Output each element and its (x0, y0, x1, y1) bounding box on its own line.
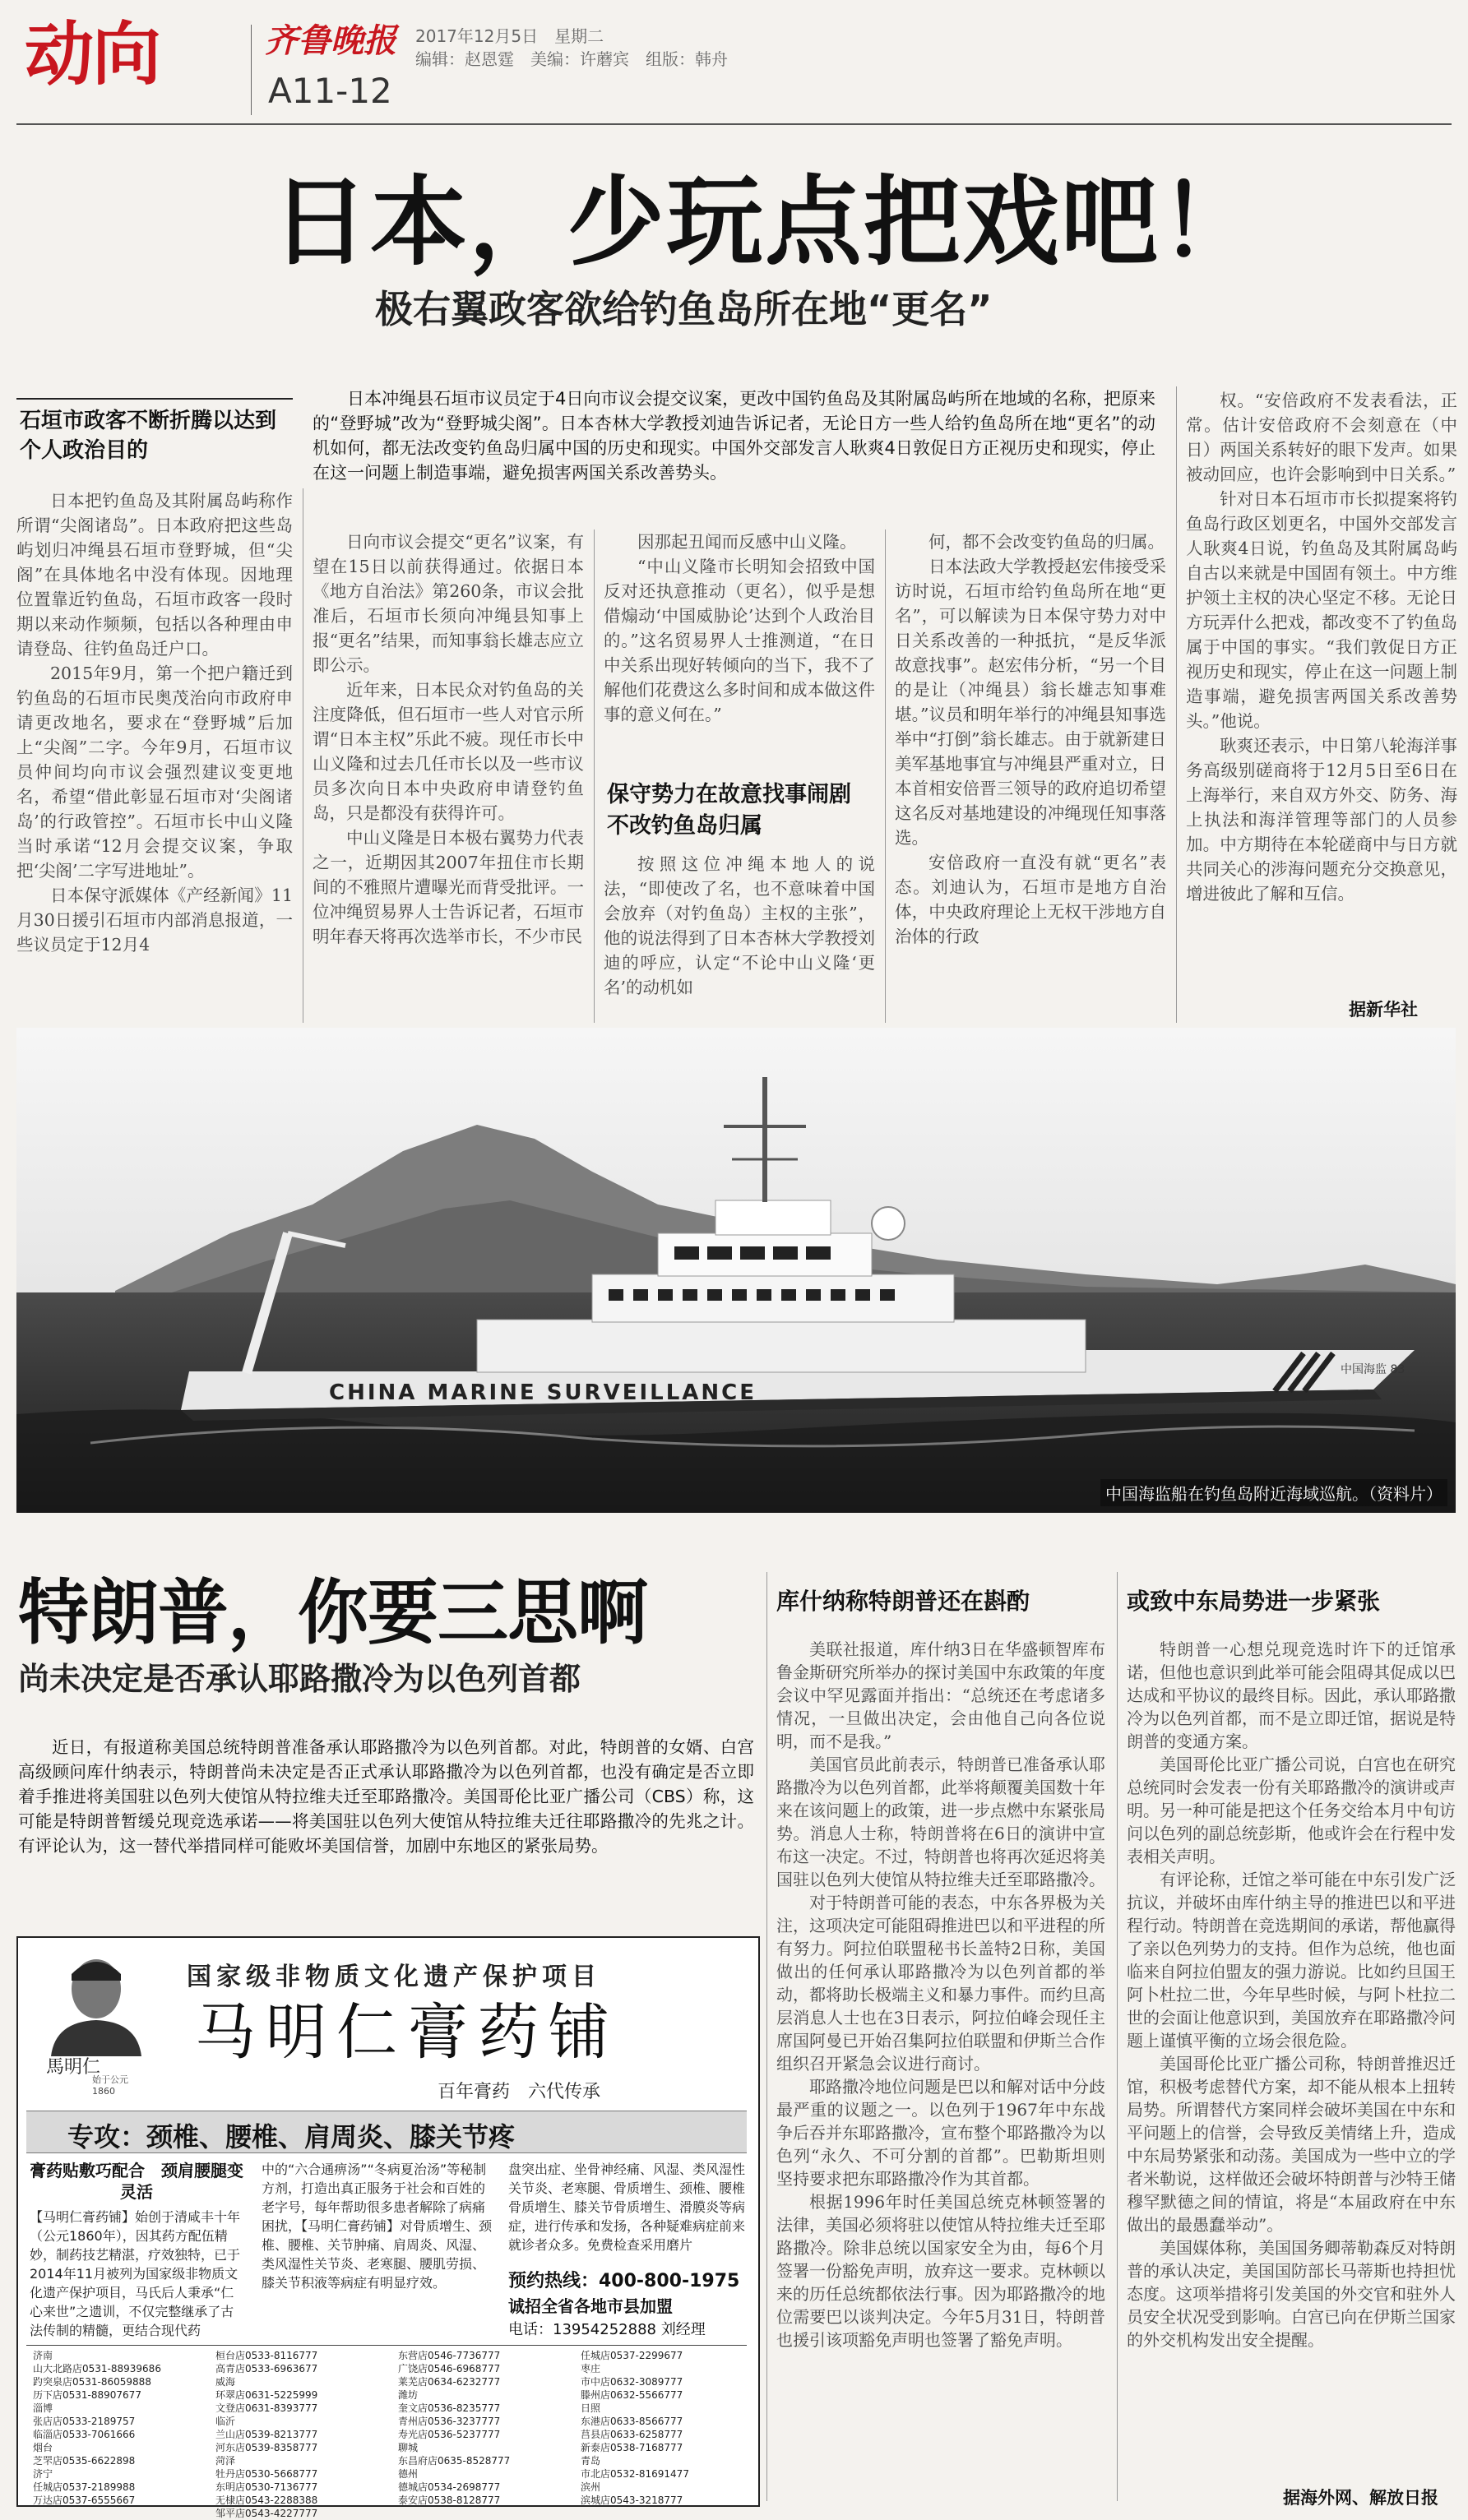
story1-col3-subhead: 保守势力在故意找事闹剧不改钓鱼岛归属 (607, 782, 851, 839)
page-numbers: A11-12 (268, 71, 392, 111)
ad-tagline: 百年膏药 六代传承 (438, 2082, 601, 2102)
story2-source: 据海外网、解放日报 (1283, 2488, 1438, 2508)
story1-col3b: 按照这位冲绳本地人的说法，“即使改了名，也不意味着中国会放弃（对钓鱼岛）主权的主张”，他的说法得到了日本杏林大学教授刘迪的呼应，认定“不论中山义隆‘更名’的动机如 (604, 854, 875, 997)
story1-lead: 日本冲绳县石垣市议员定于4日向市议会提交议案，更改中国钓鱼岛及其附属岛屿所在地域的名称，把原来的“登野城”改为“登野城尖阁”。日本杏林大学教授刘迪告诉记者，无论日方一些人给钓鱼岛所在地“更名”的动机如何，都无法改变钓鱼岛归属中国的历史和现实。中国外交部发言人耿爽4日敦促日方正视历史和现实，停止在这一问题上制造事端，避免损害两国关系改善势头。 (313, 389, 1155, 483)
story2-lead: 近日，有报道称美国总统特朗普准备承认耶路撒冷为以色列首都。对此，特朗普的女婿、白宫高级顾问库什纳表示，特朗普尚未决定是否正式承认耶路撒冷为以色列首都，也没有确定是否立即着手推进将美国驻以色列大使馆从特拉维夫迁至耶路撒冷。美国哥伦比亚广播公司（CBS）称，这可能是特朗普暂缓兑现竞选承诺——将美国驻以色列大使馆从特拉维夫迁往耶路撒冷的先兆之计。有评论认为，这一替代举措同样可能败坏美国信誉，加剧中东地区的紧张局势。 (18, 1737, 754, 1856)
ad-store-rule (26, 2345, 747, 2346)
ad-stores-b: 桓台店0533-8116777 高青店0533-6963677 威海 环翠店0631-5225999 文登店0631-8393777 临沂 兰山店0539-8213777 河东店0539-8358777 菏泽 牡丹店0530-5668777 东明店0530-7136777 无棣店0543-2288388 邹平店0543-4227777 (215, 2350, 318, 2519)
masthead-divider (251, 25, 252, 115)
date-line: 2017年12月5日 星期二 (415, 26, 604, 46)
story2-headline: 特朗普，你要三思啊 (18, 1572, 647, 1654)
story2-subheadline: 尚未决定是否承认耶路撒冷为以色列首都 (18, 1661, 581, 1697)
ship-hull-text: CHINA MARINE SURVEILLANCE (329, 1380, 757, 1405)
story1-col3: 因那起丑闻而反感中山义隆。 “中山义隆市长明知会招致中国反对还执意推动（更名），似乎是想借煽动‘中国威胁论’达到个人政治目的。”这名贸易界人士推测道，“在日中关系出现好转倾向的当下，我不了解他们花费这么多时间和成本做这件事的意义何在。” (604, 532, 875, 724)
story1-sidebar-head: 石垣市政客不断折腾以达到个人政治目的 (20, 409, 277, 463)
ship-photo (16, 1028, 1456, 1513)
story2-sub-a: 库什纳称特朗普还在斟酌 (776, 1588, 1030, 1615)
story2-sub-b: 或致中东局势进一步紧张 (1127, 1588, 1381, 1615)
portrait-years: 始于公元1860 (92, 2074, 128, 2097)
col-divider (1117, 1572, 1118, 2501)
col-divider (885, 529, 886, 1023)
ad-join: 诚招全省各地市县加盟 (508, 2296, 673, 2316)
staff-line: 编辑：赵恩霆 美编：许蘑宾 组版：韩舟 (415, 49, 728, 69)
col-divider (766, 1572, 767, 2501)
story1-col1: 日本把钓鱼岛及其附属岛屿称作所谓“尖阁诸岛”。日本政府把这些岛屿划归冲绳县石垣市登野城，但“尖阁”在具体地名中没有体现。因地理位置靠近钓鱼岛，石垣市政客一段时期以来动作频频，包括以各种理由申请登岛、往钓鱼岛迁户口。 2015年9月，第一个把户籍迁到钓鱼岛的石垣市民奥茂治向市政府申请更改地名，要求在“登野城”后加上“尖阁”二字。今年9月，石垣市议员仲间均向市议会强烈建议变更地名，希望“借此彰显石垣市对‘尖阁诸岛’的行政管控”。石垣市长中山义隆当时承诺“12月会提交议案，争取把‘尖阁’二字写进地址”。 日本保守派媒体《产经新闻》11月30日援引石垣市内部消息报道，一些议员定于12月4 (16, 491, 293, 955)
ship-photo-illustration (16, 1028, 1456, 1513)
ad-sub-title: 膏药贴敷巧配合 颈肩腰腿变灵活 (30, 2161, 243, 2202)
ad-join-phone: 电话：13954252888 刘经理 (508, 2321, 706, 2338)
ad-specialty-bar (26, 2111, 747, 2153)
ad-stores-a: 济南 山大北路店0531-88939686 趵突泉店0531-86059888 历下店0531-88907677 淄博 张店店0533-2189757 临淄店0533-7061666 烟台 芝罘店0535-6622898 济宁 任城店0537-2189988 万达店0537-6555667 (33, 2350, 161, 2506)
paper-logo: 齐鲁晚报 (265, 21, 396, 60)
story2-col-b: 特朗普一心想兑现竞选时许下的迁馆承诺，但他也意识到此举可能会阻碍其促成以巴达成和平协议的最终目标。因此，承认耶路撒冷为以色列首都，而不是立即迁馆，据说是特朗普的变通方案。 美国哥伦比亚广播公司说，白宫也在研究总统同时会发表一份有关耶路撒冷的演讲或声明。另一种可能是把这个任务交给本月中旬访问以色列的副总统彭斯，他或许会在行程中发表相关声明。 有评论称，迁馆之举可能在中东引发广泛抗议，并破坏由库什纳主导的推进巴以和平进程行动。特朗普在竞选期间的承诺，帮他赢得了亲以色列势力的支持。但作为总统，他也面临来自阿拉伯盟友的强力游说。比如约旦国王阿卜杜拉二世，今年早些时候，与阿卜杜拉二世的会面让他意识到，美国放弃在耶路撒冷问题上谨慎平衡的立场会很危险。 美国哥伦比亚广播公司称，特朗普推迟迁馆，积极考虑替代方案，却不能从根本上扭转局势。所谓替代方案同样会破坏美国在中东和平问题上的信誉，会导致反美情绪上升，造成中东局势紧张和动荡。美国成为一些中立的学者米勒说，这样做还会破坏特朗普与沙特王储穆罕默德之间的情谊，将是“本届政府在中东做出的最愚蠢举动”。 美国媒体称，美国国务卿蒂勒森反对特朗普的承认决定，美国国防部长马蒂斯也持担忧态度。这项举措将引发美国的外交官和驻外人员安全状况受到影响。白宫已向在伊斯兰国家的外交机构发出安全提醒。 (1127, 1639, 1456, 2350)
ad-top-line: 国家级非物质文化遗产保护项目 (187, 1963, 601, 1991)
ad-body-3: 盘突出症、坐骨神经痛、风湿、类风湿性关节炎、老寒腿、骨质增生、颈椎、腰椎骨质增生、膝关节骨质增生、滑膜炎等病症，进行传承和发扬，各种疑难病症前来就诊者众多。免费检查采用磨片 (508, 2162, 746, 2253)
story1-col2: 日向市议会提交“更名”议案，有望在15日以前获得通过。依据日本《地方自治法》第260条，市议会批准后，石垣市长须向冲绳县知事上报“更名”结果，而知事翁长雄志应立即公示。 近年来，日本民众对钓鱼岛的关注度降低，但石垣市一些人对官示所谓“日本主权”乐此不疲。现任市长中山义隆和过去几任市长以及一些市议员多次向日本中央政府申请登钓鱼岛，只是都没有获得许可。 中山义隆是日本极右翼势力代表之一，近期因其2007年扭住市长期间的不雅照片遭曝光而背受批评。一位冲绳贸易界人士告诉记者，石垣市明年春天将再次选举市长，不少市民 (313, 532, 584, 946)
story1-source: 据新华社 (1349, 1000, 1418, 1020)
col-divider (594, 529, 595, 1023)
section-title: 动向 (25, 14, 160, 95)
story1-col4: 何，都不会改变钓鱼岛的归属。 日本法政大学教授赵宏伟接受采访时说，石垣市给钓鱼岛所在地“更名”，可以解读为日本保守势力对中日关系改善的一种抵抗，“是反华派故意找事”。赵宏伟分析，“另一个目的是让（冲绳县）翁长雄志知事难堪。”议员和明年举行的冲绳县知事选举中“打倒”翁长雄志。由于就新建日美军基地事宜与冲绳县严重对立，日本首相安倍晋三领导的政府追切希望这名反对基地建设的冲绳现任知事落选。 安倍政府一直没有就“更名”表态。刘迪认为，石垣市是地方自治体，中央政府理论上无权干涉地方自治体的行政 (895, 532, 1166, 946)
story1-headline: 日本，少玩点把戏吧！ (271, 164, 1259, 279)
ad-stores-c: 东营店0546-7736777 广饶店0546-6968777 莱芜店0634-6232777 潍坊 奎文店0536-8235777 青州店0536-3237777 寿光店0536-5237777 聊城 东昌府店0635-8528777 德州 德城店0534-2698777 泰安店0538-8128777 (398, 2350, 511, 2506)
ad-portrait (43, 1949, 150, 2097)
col-divider (1176, 386, 1177, 1023)
ad-specialty: 专攻：颈椎、腰椎、肩周炎、膝关节疼 (67, 2121, 516, 2152)
story1-col5: 权。“安倍政府不发表看法，正常。估计安倍政府不会刻意在（中日）两国关系转好的眼下发声。如果被动回应，也许会影响到中日关系。” 针对日本石垣市市长拟提案将钓鱼岛行政区划更名，中国外交部发言人耿爽4日说，钓鱼岛及其附属岛屿自古以来就是中国固有领土。中方维护领土主权的决心坚定不移。无论日方玩弄什么把戏，都改变不了钓鱼岛属于中国的事实。“我们敦促日方正视历史和现实，停止在这一问题上制造事端，避免损害两国关系改善势头。”他说。 耿爽还表示，中日第八轮海洋事务高级别磋商将于12月5日至6日在上海举行，来自双方外交、防务、海上执法和海洋管理等部门的人员参加。中方期待在本轮磋商中与日方就共同关心的涉海问题充分交换意见，增进彼此了解和互信。 (1186, 391, 1457, 904)
sidebar-top-rule (16, 398, 293, 400)
founder-portrait-icon (43, 1949, 150, 2056)
ad-body-2: 中的“六合通痹汤”“冬病夏治汤”等秘制方剂，打造出真正服务于社会和百姓的老字号，每年帮助很多患者解除了病痛困扰，【马明仁膏药铺】对骨质增生、颈椎、腰椎、关节肿痛、肩周炎、风湿、类风湿性关节炎、老寒腿、腰肌劳损、膝关节积液等病症有明显疗效。 (262, 2162, 493, 2291)
ad-stores-d: 任城店0537-2299677 枣庄 市中店0632-3089777 滕州店0632-5566777 日照 东港店0633-8566777 莒县店0633-6258777 新泰店0538-7168777 青岛 市北店0532-81691477 滨州 滨城店0543-3218777 (581, 2350, 689, 2506)
story2-col-a: 美联社报道，库什纳3日在华盛顿智库布鲁金斯研究所举办的探讨美国中东政策的年度会议中罕见露面并指出：“总统还在考虑诸多情况，一旦做出决定，会由他自己向各位说明，而不是我。” 美国官员此前表示，特朗普已准备承认耶路撒冷为以色列首都，此举将颠覆美国数十年来在该问题上的政策，进一步点燃中东紧张局势。消息人士称，特朗普将在6日的演讲中宣布这一决定。不过，特朗普也将再次延迟将美国驻以色列大使馆从特拉维夫迁至耶路撒冷。 对于特朗普可能的表态，中东各界极为关注，这项决定可能阻碍推进巴以和平进程的所有努力。阿拉伯联盟秘书长盖特2日称，美国做出的任何承认耶路撒冷为以色列首都的举动，都将助长极端主义和暴力事件。而约旦高层消息人士也在3日表示，阿拉伯峰会现任主席国阿曼已开始召集阿拉伯联盟和伊斯兰合作组织召开紧急会议进行商讨。 耶路撒冷地位问题是巴以和解对话中分歧最严重的议题之一。以色列于1967年中东战争后吞并东耶路撒冷，宣布整个耶路撒冷为以色列“永久、不可分割的首都”。巴勒斯坦则坚持要求把东耶路撒冷作为其首都。 根据1996年时任美国总统克林顿签署的法律，美国必须将驻以使馆从特拉维夫迁至耶路撒冷。除非总统以国家安全为由，每6个月签署一份豁免声明，放弃这一要求。克林顿以来的历任总统都依法行事。因为耶路撒冷的地位需要巴以谈判决定。今年5月31日，特朗普也援引该项豁免声明也签署了豁免声明。 (776, 1639, 1105, 2350)
masthead-rule (16, 123, 1452, 125)
story1-subheadline: 极右翼政客欲给钓鱼岛所在地“更名” (375, 287, 993, 331)
ad-hotline: 预约热线：400-800-1975 (508, 2271, 740, 2291)
advertisement (16, 1936, 760, 2519)
portrait-name: 馬明仁 (46, 2057, 101, 2078)
ad-brand: 马明仁膏药铺 (195, 1997, 619, 2068)
photo-caption: 中国海监船在钓鱼岛附近海域巡航。（资料片） (1100, 1479, 1447, 1506)
ship-hull-number: 中国海监 83 (1341, 1363, 1405, 1376)
ad-body-1: 【马明仁膏药铺】始创于清咸丰十年（公元1860年），因其药方配伍精妙，制药技艺精湛，疗效独特，已于2014年11月被列为国家级非物质文化遗产保护项目，马氏后人秉承“仁心来世”之遗训，不仅完整继承了古法传制的精髓，更结合现代药 (30, 2209, 241, 2338)
